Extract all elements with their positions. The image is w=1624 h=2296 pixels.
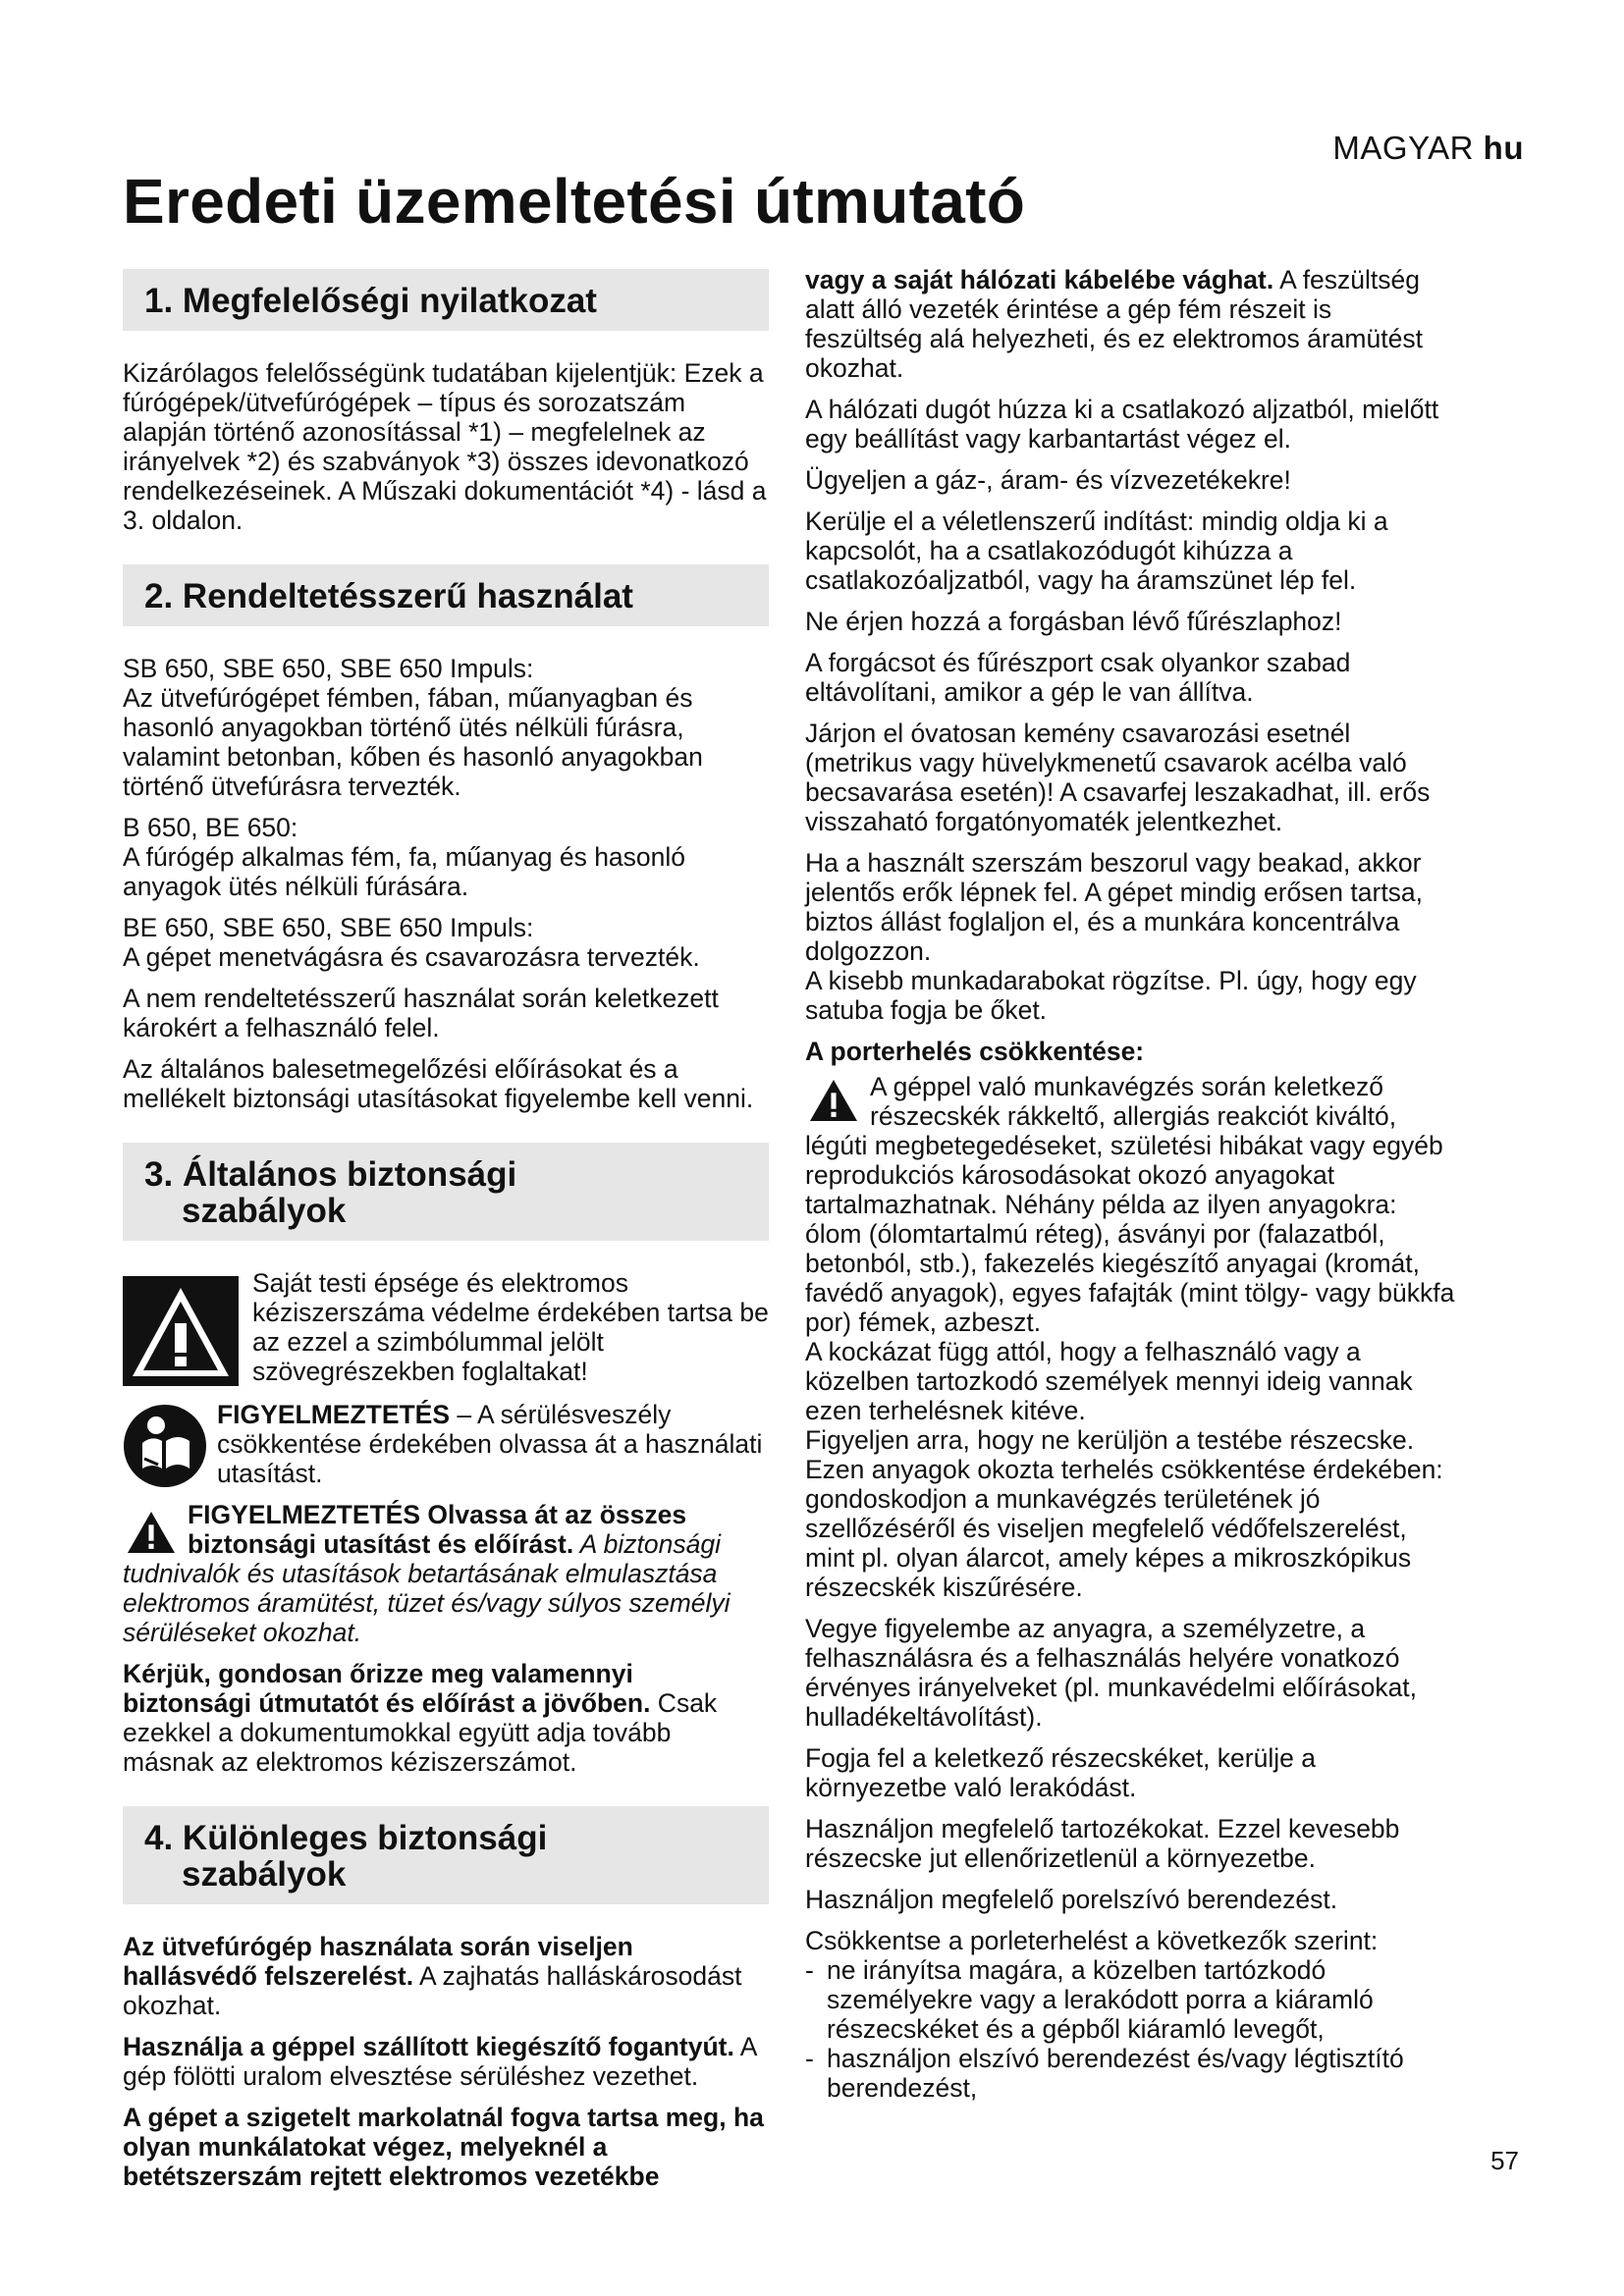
section-3-heading <box>123 1143 769 1241</box>
dust-paragraph-4: Ezen anyagok okozta terhelés csökkentése érdekében: gondoskodjon a munkavégzés területének jó szellőzéséről és viseljen megfelelő védőfelszerelést, mint pl. olyan álarcot, amely képes a mikroszkópikus részecskék kiszűrésére. <box>805 1455 1443 1602</box>
right-column <box>805 265 1455 2103</box>
r-paragraph-4: Kerülje el a véletlenszerű indítást: mindig oldja ki a kapcsolót, ha a csatlakozódugót kihúzza a csatlakozóaljzatból, vagy ha áramszünet lép fel. <box>805 507 1388 595</box>
r-paragraph-11: Használjon megfelelő tartozékokat. Ezzel kevesebb részecske jut ellenőrizetlenül a környezetbe. <box>805 1814 1400 1873</box>
dust-paragraph-3: Figyeljen arra, hogy ne kerüljön a testébe részecske. <box>805 1425 1415 1455</box>
page-number: 57 <box>1490 2146 1519 2175</box>
r-paragraph-2: A hálózati dugót húzza ki a csatlakozó aljzatból, mielőtt egy beállítást vagy karbantartást végez el. <box>805 395 1439 454</box>
s4-paragraph-1 <box>123 1932 769 2020</box>
safety-symbol-note <box>123 1268 769 1386</box>
read-manual-icon <box>123 1404 207 1488</box>
r-paragraph-7: Járjon el óvatosan kemény csavarozási esetnél (metrikus vagy hüvelykmenetű csavarok acélba való becsavarása esetén)! A csavarfej leszakadhat, ill. erős visszaható forgatónyomaték jelentkezhet. <box>805 719 1431 836</box>
s2-paragraph-2 <box>123 813 769 901</box>
section-4-heading <box>123 1806 769 1904</box>
s4-paragraph-3: A gépet a szigetelt markolatnál fogva tartsa meg, ha olyan munkálatokat végez, melyeknél a betétszerszám rejtett elektromos vezetékbe <box>123 2103 764 2191</box>
r-paragraph-6: A forgácsot és fűrészport csak olyankor szabad eltávolítani, amikor a gép le van állítva. <box>805 648 1351 707</box>
read-all-warning-bold: FIGYELMEZTETÉS Olvassa át az összes biztonsági utasítást és előírást. <box>188 1500 687 1559</box>
r-paragraph-12: Használjon megfelelő porelszívó berendezést. <box>805 1885 1338 1914</box>
s4-paragraph-2 <box>123 2032 769 2091</box>
s3-title-line1: 3. Általános biztonsági <box>144 1155 517 1194</box>
s2-models-1: SB 650, SBE 650, SBE 650 Impuls: <box>123 654 534 683</box>
r-paragraph-5: Ne érjen hozzá a forgásban lévő fűrészlaphoz! <box>805 607 1342 636</box>
s4-p1-text: A zajhatás halláskárosodást okozhat. <box>123 1961 742 2020</box>
s3-title-line2: szabályok <box>182 1192 347 1230</box>
warning-triangle-icon <box>123 1276 239 1386</box>
keep-instructions <box>123 1659 769 1777</box>
section-1-heading: 1. Megfelelőségi nyilatkozat <box>123 269 769 331</box>
language-code: hu <box>1483 130 1524 166</box>
bullet-dash: - <box>805 1955 814 1985</box>
dust-p1-text: A géppel való munkavégzés során keletkező részecskék rákkeltő, allergiás reakciót kiváltó, légúti megbetegedéseket, születési hibákat vagy egyéb reprodukciós károsodásokat okozó anyagokat tartalmazhatnak. Néhány példa az ilyen anyagokra: ólom (ólomtartalmú réteg), ásványi por (falazatból, betonból, stb.), fakezelés kiegészítő anyagai (kromát, favédő anyagok), egyes fafajták (mint tölgy- vagy bükkfa por) fémek, azbeszt. <box>805 1072 1455 1337</box>
dust-warning-icon <box>805 1078 862 1123</box>
warning-small-icon <box>123 1510 180 1555</box>
read-manual-warning <box>123 1400 769 1490</box>
s4-p2-bold: Használja a géppel szállított kiegészítő fogantyút. <box>123 2032 734 2061</box>
r-paragraph-1 <box>805 265 1455 383</box>
language-label <box>1332 130 1524 167</box>
section-2-heading: 2. Rendeltetésszerű használat <box>123 564 769 626</box>
language-name: MAGYAR <box>1332 130 1474 166</box>
s2-text-2: A fúrógép alkalmas fém, fa, műanyag és hasonló anyagok ütés nélküli fúrására. <box>123 842 686 901</box>
bullet-1-text: ne irányítsa magára, a közelben tartózkodó személyekre vagy a lerakódott porra a kiáramló részecskéket és a gépből kiáramló levegőt, <box>827 1955 1374 2044</box>
s4-p2-text: A gép fölötti uralom elvesztése sérüléshez vezethet. <box>123 2032 756 2091</box>
s4-title-line1: 4. Különleges biztonsági <box>144 1819 548 1857</box>
s1-paragraph: Kizárólagos felelősségünk tudatában kijelentjük: Ezek a fúrógépek/ütvefúrógépek – típus és sorozatszám alapján történő azonosítással *1) – megfelelnek az irányelvek *2) és szabványok *3) összes idevonatkozó rendelkezéseinek. A Műszaki dokumentációt *4) - lásd a 3. oldalon. <box>123 358 767 535</box>
read-all-warning-italic: A biztonsági tudnivalók és utasítások betartásának elmulasztása elektromos áramütést, tüzet és/vagy súlyos személyi sérüléseket okozhat. <box>123 1529 731 1647</box>
keep-instructions-text: Csak ezekkel a dokumentumokkal együtt adja tovább másnak az elektromos kéziszerszámot. <box>123 1688 718 1777</box>
r-paragraph-9: Vegye figyelembe az anyagra, a személyzetre, a felhasználásra és a felhasználás helyére vonatkozó érvényes irányelveket (pl. munkavédelmi előírásokat, hulladékeltávolítást). <box>805 1614 1418 1732</box>
read-all-warning <box>123 1500 769 1647</box>
safety-symbol-text: Saját testi épsége és elektromos kéziszerszáma védelme érdekében tartsa be az ezzel a szimbólummal jelölt szövegrészekben foglaltakat! <box>252 1268 769 1386</box>
r-paragraph-13: Csökkentse a porleterhelést a következők szerint: <box>805 1926 1379 1955</box>
left-column <box>123 265 769 2203</box>
dust-paragraph-1 <box>805 1072 1455 1337</box>
s4-p1-bold: Az ütvefúrógép használata során viseljen hallásvédő felszerelést. <box>123 1932 633 1991</box>
r-p1-text: A feszültség alatt álló vezeték érintése a gép fém részeit is feszültség alá helyezheti, és ez elektromos áramütést okozhat. <box>805 265 1423 383</box>
s2-text-1: Az ütvefúrógépet fémben, fában, műanyagban és hasonló anyagokban történő ütés nélküli fúrásra, valamint betonban, kőben és hasonló anyagokban történő ütvefúrásra tervezték. <box>123 683 703 801</box>
s2-paragraph-4: A nem rendeltetésszerű használat során keletkezett károkért a felhasználó felel. <box>123 984 719 1042</box>
bullet-dash: - <box>805 2044 814 2073</box>
s2-paragraph-1 <box>123 654 769 801</box>
keep-instructions-bold: Kérjük, gondosan őrizze meg valamennyi biztonsági útmutatót és előírást a jövőben. <box>123 1659 651 1718</box>
bullet-2 <box>805 2044 1455 2103</box>
s4-title-line2: szabályok <box>182 1855 347 1894</box>
r-paragraph-8: Ha a használt szerszám beszorul vagy beakad, akkor jelentős erők lépnek fel. A gépet mindig erősen tartsa, biztos állást foglaljon el, és a munkára koncentrálva dolgozzon. <box>805 848 1424 966</box>
s2-paragraph-5: Az általános balesetmegelőzési előírásokat és a mellékelt biztonsági utasításokat figyelembe kell venni. <box>123 1054 754 1113</box>
read-manual-text: – A sérülésveszély csökkentése érdekében olvassa át a használati utasítást. <box>217 1400 763 1488</box>
warning-label: FIGYELMEZTETÉS <box>217 1400 451 1429</box>
dust-heading: A porterhelés csökkentése: <box>805 1037 1145 1066</box>
s2-models-2: B 650, BE 650: <box>123 813 298 842</box>
bullet-1 <box>805 1955 1455 2044</box>
dust-paragraph-2: A kockázat függ attól, hogy a felhasználó vagy a közelben tartozkodó személyek mennyi ideig vannak ezen terhelésnek kitéve. <box>805 1337 1413 1425</box>
r-paragraph-10: Fogja fel a keletkező részecskéket, kerülje a környezetbe való lerakódást. <box>805 1743 1316 1802</box>
s2-text-3: A gépet menetvágásra és csavarozásra tervezték. <box>123 942 700 972</box>
s2-models-3: BE 650, SBE 650, SBE 650 Impuls: <box>123 913 534 942</box>
page-title: Eredeti üzemeltetési útmutató <box>123 166 1026 237</box>
r-paragraph-3: Ügyeljen a gáz-, áram- és vízvezetékekre! <box>805 465 1291 495</box>
s2-paragraph-3 <box>123 913 769 972</box>
bullet-2-text: használjon elszívó berendezést és/vagy légtisztító berendezést, <box>827 2044 1404 2103</box>
r-paragraph-8b: A kisebb munkadarabokat rögzítse. Pl. úgy, hogy egy satuba fogja be őket. <box>805 966 1417 1025</box>
r-p1-bold: vagy a saját hálózati kábelébe vághat. <box>805 265 1274 294</box>
